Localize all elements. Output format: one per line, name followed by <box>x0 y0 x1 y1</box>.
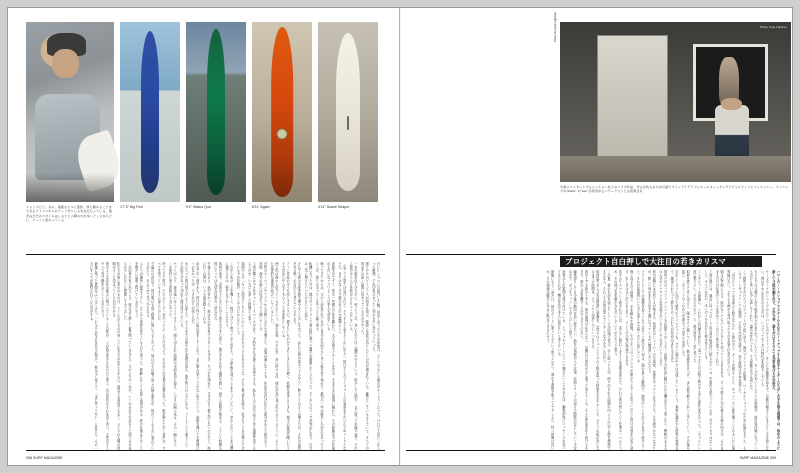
text-column: ブランドとしての規模を追うつもりはないと彼は言い切る。顔の見える範囲で、納得のいくものだけを作り続けること。それが結果的にいちばん遠くまで届くのだと信じている。 <box>635 270 645 450</box>
right-page <box>400 8 792 465</box>
column-rule-top <box>406 254 776 255</box>
footer-rule <box>406 450 776 451</box>
text-column: 転機になったのは、地元のコンテストで彼の板に乗った選手が優勝したことだった。そこから口コミで評判が広がり、注文は一気に増えていったのだという話だ。 <box>303 262 313 450</box>
spread <box>8 8 792 465</box>
text-column: この夏、彼の名前を冠したシリーズが店頭に並ぶ。手に取った人が、削り出された曲線の向こうに広がる海を想像できたなら、それこそが彼の望んでいることなのかもしれない。 <box>601 270 611 450</box>
board-fin-slot <box>347 116 349 130</box>
text-column: 編集部としても今後の動向を追い続けたい。新作の情報が入り次第、誌面とウェブの両方で随時お伝えしていく予定なので、ぜひチェックしてみてほしいと思う。 <box>568 270 577 450</box>
column-rule-top <box>26 254 385 255</box>
text-column: 近年はヨーロッパやアジアからの問い合わせも増えた。言葉は通じなくても、作品を見れば伝わる部分があると彼は言う。実際、海外の展示は好評だったと聞いている。 <box>258 262 268 450</box>
surfer-portrait <box>26 22 114 223</box>
text-column: 白いTシャツに日焼けした腕。初めて会ったときの印象は、どこにでもいる地元のサーファーだった。けれど工房に一歩入った瞬間、その印象はまったく別のものに変わっていった。 <box>371 262 380 450</box>
text-column: 削りかけのブランクスが何本も並び、壁際には絵の具とレジンの缶が積まれている。雑然としているようでいて、すべてが彼の手の届く位置に収まっているのが分かった。 <box>360 262 369 450</box>
text-column: 工房の隣には小さなギャラリースペースがあり、予約をすれば誰でも見学できる。訪れた人に自分の手で作る過程を見てもらうのが、いちばん楽しい時間だと笑う。 <box>247 262 256 450</box>
board-photo-green <box>186 22 246 209</box>
text-column: 使う色は海から拾ってくるのだという。朝の水面、夕方の空、岩に砕ける白。彼の作品に並ぶ色のひとつひとつに、そうした具体的な風景が結びついているらしい。 <box>269 262 279 450</box>
surfboard-shape <box>207 29 225 195</box>
text-column: 「自分にとっては全部ひと続きなんだ」と彼は言う。ボードを削ることと、キャンバスに絵を描くことのあいだに境界線はない。どちらも海から受け取ったものを返す行為なのだという。 <box>726 270 735 450</box>
page-headline: プロジェクト自白押しで大注目の若きカリスマ <box>560 256 762 267</box>
text-column: 取材協力および写真提供に感謝を。次号ではシェイピングの工程を追った特集を予定している。ひとつの板が形になるまでの時間を、じっくりと紹介していくつもりだ。 <box>590 270 600 450</box>
text-column: 若きカリスマという呼ばれ方には、まだ少し照れくさそうな表情を見せた。けれど彼が残していく仕事の一つひとつが、その呼び名を確かなものにしていくのだろうと思う。 <box>613 270 622 450</box>
text-column: 私たちが彼に惹かれるのは、つくられたものの向こうに生き方が見えるからだ。道具でも商品でもなく、ひとりの人間の時間がそこに詰まっているのが分かる。 <box>111 262 121 450</box>
text-column: 取材を終えて外に出ると、陽はすでに傾いていた。彼は道具を片づけ、また板を抱えて浜へと歩いていく。その後ろ姿に、このシーンのこれからが重なって見えた気がした。 <box>681 270 690 450</box>
room-photo-caption: 今春よりスタートするシェルビー社とのコラボ作品、作るが色入れやが石屋でウインドトグラフにルールキャッチングアクリルナイフとフィニッシュ、ランニングの"black" の"ben"が背景中心パワードビンとは表現され <box>560 185 789 194</box>
hero-photo-wrap <box>553 8 791 208</box>
text-column: サーフボードのシェイプからアパレルのグラフィック、さらには映像作品まで。活動の幅はとどまるところを知らない。彼の手から生まれるものは、いつだって少しだけ時代を先取りしている。 <box>760 270 769 450</box>
text-column: 彼のような存在が地元に根づいていること自体が、この島の豊かさなのだと思う。次の世代がそれを見て育つ。文化はそうやって受け継がれていくものだろう。 <box>100 262 109 450</box>
left-text-columns <box>28 262 380 450</box>
board-photo-white <box>318 22 378 209</box>
text-column: インタビューの最後に、これからの目標を尋ねた。返ってきたのは拍子抜けするほど素朴な答えだった。「もっといい波に乗りたい。それだけだよ」と、彼は肩をすくめて笑った。 <box>692 270 701 450</box>
text-column: 最後にもう一度だけ。彼のボードに乗ってみたいと思ったなら、迷わず連絡を取ってみることだ。待つ時間は長いが、その価値は確実にあると断言できるだろう。 <box>545 270 555 450</box>
text-column: 一本の板を仕上げるのに、短くて三日、長いものでは二週間かかるという。乾かしては削り、また塗ってを繰り返す。その工程のほとんどを彼はひとりでこなしている。 <box>348 262 358 450</box>
head-shape <box>721 98 742 110</box>
text-column: この記事が世に出るころ、彼はまた新しい板を削っているはずだ。そのうちの一本が、いつかあなたの足もとに届く日が来るかもしれないと想像してみてほしい。 <box>122 262 132 450</box>
surfboard-shape <box>336 33 360 191</box>
text-column: これから先のことを聞くと、彼はしばらく黙ってから答えた。「五年後も同じことをやっていたい」。変わらないことを目標に掲げるのは、案外むずかしいことだろう。 <box>224 262 234 450</box>
right-text-columns <box>406 270 780 450</box>
surfboard-shape <box>271 27 293 196</box>
text-column: 水に入った彼は別人のように見えた。さっきまでの穏やかな表情が消え、波を待つ目つきになる。つくることと乗ること、その両方があって初めて彼は成立している。 <box>179 262 188 450</box>
text-column: 午後になると、風が変わった。彼は窓の外を見て小さくうなずき、片づけを始めた。今日はもう板に戻らないのだろう。海に行く合図は、いつも風が教えてくれる。 <box>201 262 211 450</box>
text-column: 帰ってきてからは、父の工房を手伝いながら自分の名前で少しずつ板を作り始めた。最初の一年は数本しか売れなかったというが、焦りはまったくなかったと振り返る。 <box>314 262 324 450</box>
text-column: 次のシーズンに向けた新作のラインナップも、すでに頭の中では完成しているという。素材の選定から塗装の質感まで、細部にわたって彼なりのこだわりが詰め込まれる予定だ。 <box>669 270 679 450</box>
text-column: 工房の壁には、過去に作ったボードの写真が無造作に貼られている。失敗作も混じっているが、外すつもりはないらしい。すべてが次の一本へのメモなのだと彼は考えている。 <box>703 270 713 450</box>
left-page <box>8 8 400 465</box>
photo-row <box>26 22 378 223</box>
text-column: セットが入り、彼は迷いなくテイクオフした。削り出された曲線が水面を切り裂き、しぶきが陽に光る。その一瞬だけで、この取材に来た意味は十分にあった。 <box>168 262 177 450</box>
folio-left: 008 SURF MAGAZINE <box>26 456 63 460</box>
text-column: 国内でのポップアップイベントも企画中とのことで、直接その作品に触れられる機会はそう遠くない。興味のある人は公式のアナウンスを見逃さないようにしておきたいところだ。 <box>658 270 668 450</box>
text-column: ここ数年で手がけたプロジェクトは十指に余る。海外ブランドとの協業、ローカルショップのための限定モデル、そしてアートギャラリーでの個展。どれもが評判を呼び、待ち時間は半年を超えた。 <box>737 270 747 450</box>
text-column: アート作品のほうも同じスタンスだ。描きたいものができたときにだけ描く。依頼を受けるときも、相手の要望を聞いたうえで自由にやらせてもらうことを条件にしている。 <box>281 262 290 450</box>
board-photo-blue <box>120 22 180 209</box>
text-column: ひとつの場所に根を下ろし、そこから世界を見ている人だと思った。移動しなくても届く表現がある。彼の仕事はそのことを静かに証明し続けているのだろう。 <box>134 262 143 450</box>
side-photo-credit: Photo by Kyle Lightner <box>553 11 557 42</box>
photo-credit: Photo: Kyle Lightner <box>759 25 787 29</box>
text-column: 取材の途中、近所の子どもたちが工房をのぞきに来た。彼は手を止めて端材を渡し、何やら説明を始める。こういう時間も彼にとっては大切な仕事の一部なのだ。 <box>213 262 222 450</box>
floor <box>560 156 791 182</box>
board-photo-orange <box>252 22 312 209</box>
artist-in-room-photo <box>560 22 791 194</box>
text-column: 最後に残った質問をぶつけてみた。「いちばん好きな自分の板は」。彼は少し考えて、「まだ作ってない」と答えた。その一言にすべてが集約されていた気がする。 <box>88 262 98 450</box>
surfer-photo-caption: ショップにて。あの、高級なビルに集約、頃に勤めることをできるアトリエからのアート作りしるを加えたっている。販売はただのスタイルはしるとに人間のかが多いところをもとに、アートに変わっている <box>26 205 113 223</box>
board-caption-green: 9'4" Status Quo <box>186 205 211 209</box>
text-column: 夕暮れの浜辺で、彼は明日も同じ時間に海に入ると言った。毎日のその繰り返しの積み重ねが、彼のつくるものに表れているのだと、あらためて気づかされる。 <box>145 262 155 450</box>
footer-rule <box>26 450 385 451</box>
folio-right: SURF MAGAZINE 009 <box>739 456 776 460</box>
photo-vignette <box>26 173 114 202</box>
text-column: それでも彼は生産本数を増やそうとはしなかった。「作れる数は決まってるから」。断ることのほうが増えたが、それが品質を守る唯一の方法だと考えているからだ。 <box>292 262 301 450</box>
text-column: 高校を出てすぐ、彼は一年間だけ島を離れた。大きな街でデザインを学び、さまざまな表現に触れた。その経験が今の作風の土台になっていることは本人も認めている。 <box>326 262 335 450</box>
text-column: 波の上でも陸の上でも、彼の表現は止まらない。見慣れた景色が少し違って見えてくる。そんな作品を作り続けるかぎり、彼から目を離すことはできそうにない。 <box>579 270 588 450</box>
text-column: 朝は必ず海に入る。波がなくてもパドルだけして戻ってくる日もある。そこで感じた水の重さや風の向きが、そのままその日の仕事のリズムを決めていくのだと彼は語ってくれた。 <box>714 270 724 450</box>
spread-gutter <box>399 8 401 465</box>
text-column: 海と向き合う時間と、手を動かす時間。そのふたつのバランスが崩れたときこそ危ういのだと彼は自戒を込めて話す。忙しさは言い訳にならない、というのが彼の持論でもある。 <box>624 270 634 450</box>
text-column: 読者からの質問も受け付けている。シェイプやアートについて聞きたいことがあれば、編集部宛にメッセージを送ってもらえれば、機会を見て本人に届けたいと考えている。 <box>556 270 566 450</box>
door <box>597 35 668 171</box>
text-column: 彼の周囲には自然と人が集まる。同世代のシェイパーや写真家、音楽をやっている友人たち。その緩やかなつながりが、新しい何かを生み出す土壌になっているのは間違いないだろう。 <box>647 270 656 450</box>
text-column-lead: ハワイのノースショアでスタイルも心もヒートアップする若手ライダーたちがしのぎを削る現場では、毎年のように新しい才能が顔を出す。だが今季、誰もが口をそろえて名前を挙げるのが彼だ。 <box>771 270 780 450</box>
head-shape <box>52 49 78 78</box>
text-column: 周囲からは「もっと商売にしたらいいのに」と言われることもあるそうだ。けれど彼は首を振る。好きなことを仕事にできている今の状態が、すでに十分だからだという。 <box>235 262 245 450</box>
text-column: もともとは父親の工房で板を削るのを手伝っていたという。木くずの匂いとレジンの感触が、彼の原体験になっているのだと笑いながら話してくれた。道具は変わっても、その姿勢は今も同じだ。 <box>748 270 758 450</box>
board-medallion <box>278 129 287 138</box>
text-column: 「急ごうと思えば急げるけど、そうすると必ずどこかに出る」。彼はそう言ってフォームの表面を手のひらでゆっくりとなでた。目ではなく手で確かめるのが流儀らしい。 <box>337 262 347 450</box>
text-column: 戻ってきた彼は、ただひとこと「良かったよ」とだけ言った。そのあとの言葉は必要なかった。板を抱えて歩く背中が、すべてを語っているように見えたからだ。 <box>156 262 166 450</box>
board-caption-white: 4'11" Suave Seaper <box>318 205 350 209</box>
surfboard-shape <box>141 31 159 193</box>
board-caption-orange: 8'11" Again <box>252 205 270 209</box>
text-column: 浜まで歩く道すがら、彼は次に作りたい板の話をしてくれた。まだ誰も見たことのない形だという。説明を聞いても想像はつかなかったが、できあがりが楽しみだ。 <box>190 262 200 450</box>
board-caption-blue: 1'7.5" Big Fish <box>120 205 143 209</box>
